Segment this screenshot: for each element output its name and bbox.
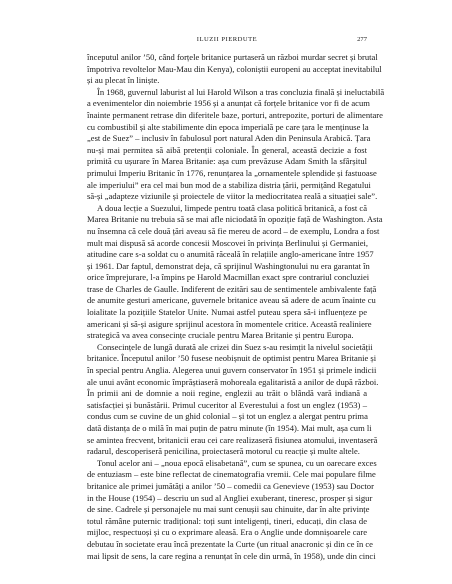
text-line: totul rămâne puternic tradițional: toți sunt inteligenți, tineri, educați, din clasa de (87, 515, 367, 526)
text-line: a evenimentelor din noiembrie 1956 și a anunțat că forțele britanice vor fi de acum (87, 98, 370, 109)
text-line: nu însemna că cele două țări aveau să fie mereu de acord – de exemplu, Londra a fost (87, 225, 380, 236)
text-line: de entuziasm – este bine reflectat de cinematografia vremii. Cele mai populare filme (87, 469, 376, 480)
text-line: trase de Charles de Gaulle. Indiferent de ezitări sau de sentimentele ambivalente față (87, 283, 377, 294)
text-line: dată distanța de o milă în mai puțin de patru minute (în 1954). Mai mult, așa cum li (87, 423, 372, 433)
text-line: de sine. Cadrele și personajele nu mai sunt cenușii sau chinuite, dar în alte privințe (87, 504, 370, 515)
text-line: Tonul acelor ani – „noua epocă elisabetană”, cum se spunea, cu un oarecare exces (97, 457, 377, 468)
running-head (87, 36, 367, 46)
text-line: cu combustibil și alte stabilimente din epoca imperială pe care țara le menținuse la (87, 121, 369, 132)
text-line: se amintea frecvent, britanicii erau cei care realizaseră fisiunea atomului, inventaseră (87, 434, 378, 445)
text-line: „est de Suez” – inclusiv în fabulosul port natural Aden din Peninsula Arabică. Țara (87, 133, 371, 144)
text-line: începutul anilor ’50, când forțele britanice purtaseră un război murdar secret și brutal (87, 52, 378, 62)
text-line: mult mai dispusă să acorde concesii Moscovei în privința Berlinului și Germaniei, (87, 237, 369, 248)
text-line: in the House (1954) – descriu un sud al Angliei exuberant, tineresc, prosper și sigur (87, 492, 373, 503)
text-line: A doua lecție a Suezului, limpede pentru toată clasa politică britanică, a fost că (97, 202, 367, 213)
text-line: britanice. Începutul anilor ’50 fusese neobișnuit de optimist pentru Marea Britanie și (87, 353, 377, 364)
text-line: și au plecat în liniște. (87, 75, 160, 86)
text-line: În primii ani de domnie a noii regine, englezii au trăit o blândă vară indiană a (87, 388, 367, 399)
text-line: împotriva revoltelor Mau-Mau din Kenya), coloniștii europeni au acceptat inevitabilul (87, 63, 382, 74)
text-line: nu-și mai permitea să aibă pretenții coloniale. În general, aceastã decizie a fost (87, 144, 367, 155)
page-number: 277 (357, 36, 367, 43)
text-line: înainte permanent retrase din diferitele baze, porturi, antrepozite, porturi de alimentare (87, 109, 383, 120)
text-line: de anumite gesturi americane, guvernele britanice aveau să adere de acum înainte cu (87, 295, 376, 306)
text-line: Consecințele de lungă durată ale crizei din Suez s-au resimțit la nivelul societății (97, 341, 373, 352)
text-line: orice împrejurare, l-a împins pe Harold Macmillan exact spre contrariul concluziei (87, 272, 370, 283)
text-line: să-și „adapteze viziunile și proiectele de viitor la mediocritatea reală a situației sale”. (87, 191, 378, 202)
text-line: loialitate la pozițiile Statelor Unite. Numai astfel puteau spera să-i influențeze pe (87, 307, 367, 318)
text-line: în special pentru Anglia. Alegerea unui guvern conservator în 1951 și primele indicii (87, 365, 377, 376)
text-line: strategică va avea consecințe cruciale pentru Marea Britanie și pentru Europa. (87, 330, 354, 341)
text-line: mai lipsit de sens, la care regina a renunțat în cele din urmă, în 1958), unde din cinci (87, 550, 376, 561)
text-line: În 1968, guvernul laburist al lui Harold Wilson a tras concluzia finală și ineluctabilă (97, 86, 385, 97)
chapter-title: ILUZII PIERDUTE (196, 36, 258, 43)
text-line: Marea Britanie nu trebuia să se mai afle niciodată în opoziție față de Washington. Asta (87, 214, 383, 225)
text-line: și 1961. Dar faptul, demonstrat deja, că sprijinul Washingtonului nu era garantat în (87, 260, 370, 271)
text-line: primului Imperiu Britanic în 1776, renunțarea la „ornamentele splendide și fastuoase (87, 167, 377, 178)
text-line: primită cu ușurare în Marea Britanie: așa cum prevăzuse Adam Smith la sfârșitul (87, 156, 367, 167)
text-line: condus cum se cuvine de un ghid colonial – și tot un englez a alergat pentru prima (87, 411, 368, 422)
text-line: debutau în societate erau încă prezentate la Curte (un ritual anacronic și din ce în ce (87, 538, 373, 549)
text-line: ale imperiului” era cel mai bun mod de a stabiliza distria țării, permițând Regatului (87, 179, 371, 190)
text-line: atitudine care s-a soldat cu o anumită răceală în relațiile anglo-americane între 1957 (87, 249, 374, 260)
text-line: satisfacției și bunăstării. Primul cuceritor al Everestului a fost un englez (1953) – (87, 399, 367, 410)
text-line: mijloc, respectuoși și cu o exprimare aleasă. Era o Anglie unde domnișoarele care (87, 527, 367, 538)
text-line: britanice ale primei jumătăți a anilor ’50 – comedii ca Genevieve (1953) sau Doctor (87, 480, 374, 491)
text-line: americani și să-și asigure sprijinul acestora în momentele critice. Această realiniere (87, 318, 372, 329)
body-text (87, 52, 385, 562)
text-line: radarul, descoperiseră penicilina, proiectaseră motorul cu reacție și multe altele. (87, 446, 360, 457)
text-line: ale unui avânt economic împrăștiaseră mohoreala egalitaristă a anilor de după război. (87, 376, 379, 387)
